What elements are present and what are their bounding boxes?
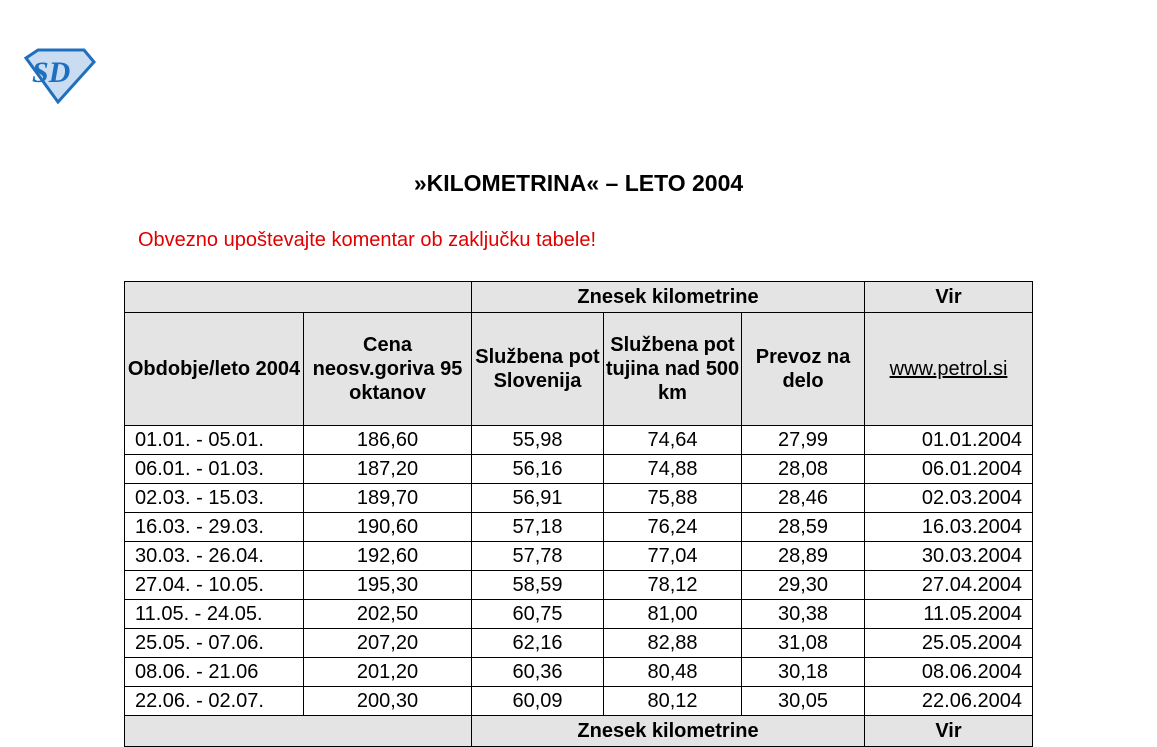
cell-business-abroad: 76,24: [604, 513, 742, 542]
warning-note: Obvezno upoštevajte komentar ob zaključku tabele!: [138, 229, 597, 251]
cell-business-slovenia: 62,16: [472, 629, 604, 658]
cell-source-date: 30.03.2004: [865, 542, 1033, 571]
cell-period: 25.05. - 07.06.: [125, 629, 304, 658]
cell-business-abroad: 77,04: [604, 542, 742, 571]
cell-commute: 29,30: [742, 571, 865, 600]
cell-period: 27.04. - 10.05.: [125, 571, 304, 600]
cell-source-date: 22.06.2004: [865, 687, 1033, 716]
cell-commute: 27,99: [742, 426, 865, 455]
cell-period: 01.01. - 05.01.: [125, 426, 304, 455]
cell-business-abroad: 74,88: [604, 455, 742, 484]
header-price: Cena neosv.goriva 95 oktanov: [304, 313, 472, 426]
cell-price: 187,20: [304, 455, 472, 484]
cell-price: 186,60: [304, 426, 472, 455]
header-period: Obdobje/leto 2004: [125, 313, 304, 426]
header-business-abroad: Službena pot tujina nad 500 km: [604, 313, 742, 426]
table-row: [125, 687, 1033, 716]
cell-source-date: 02.03.2004: [865, 484, 1033, 513]
table-row: [125, 542, 1033, 571]
table-row: [125, 513, 1033, 542]
petrol-link[interactable]: www.petrol.si: [889, 358, 1008, 380]
mileage-table: [124, 281, 1033, 747]
cell-price: 202,50: [304, 600, 472, 629]
cell-source-date: 27.04.2004: [865, 571, 1033, 600]
cell-commute: 30,18: [742, 658, 865, 687]
table-row: [125, 658, 1033, 687]
cell-price: 190,60: [304, 513, 472, 542]
cell-source-date: 16.03.2004: [865, 513, 1033, 542]
cell-business-slovenia: 57,78: [472, 542, 604, 571]
cell-business-slovenia: 57,18: [472, 513, 604, 542]
cell-period: 08.06. - 21.06: [125, 658, 304, 687]
table-row: [125, 455, 1033, 484]
cell-source-date: 08.06.2004: [865, 658, 1033, 687]
cell-commute: 28,89: [742, 542, 865, 571]
cell-source-date: 25.05.2004: [865, 629, 1033, 658]
cell-price: 200,30: [304, 687, 472, 716]
header-amount-group-repeat: Znesek kilometrine: [472, 716, 865, 747]
table-row: [125, 600, 1033, 629]
cell-business-slovenia: 60,36: [472, 658, 604, 687]
header-business-slovenia: Službena pot Slovenija: [472, 313, 604, 426]
cell-period: 11.05. - 24.05.: [125, 600, 304, 629]
header-source-link-cell: [865, 313, 1033, 426]
cell-business-slovenia: 55,98: [472, 426, 604, 455]
cell-business-slovenia: 56,16: [472, 455, 604, 484]
cell-period: 30.03. - 26.04.: [125, 542, 304, 571]
header-commute: Prevoz na delo: [742, 313, 865, 426]
table-row: [125, 426, 1033, 455]
table-row: [125, 629, 1033, 658]
cell-commute: 28,59: [742, 513, 865, 542]
cell-business-slovenia: 56,91: [472, 484, 604, 513]
header-blank: [125, 282, 472, 313]
table-row: [125, 571, 1033, 600]
company-logo: [22, 48, 96, 104]
cell-commute: 31,08: [742, 629, 865, 658]
cell-business-abroad: 74,64: [604, 426, 742, 455]
cell-business-slovenia: 58,59: [472, 571, 604, 600]
cell-business-abroad: 78,12: [604, 571, 742, 600]
cell-commute: 30,05: [742, 687, 865, 716]
cell-period: 02.03. - 15.03.: [125, 484, 304, 513]
cell-business-abroad: 82,88: [604, 629, 742, 658]
cell-source-date: 11.05.2004: [865, 600, 1033, 629]
header-blank-repeat: [125, 716, 472, 747]
table-row: [125, 484, 1033, 513]
cell-business-abroad: 80,12: [604, 687, 742, 716]
cell-business-abroad: 80,48: [604, 658, 742, 687]
cell-source-date: 06.01.2004: [865, 455, 1033, 484]
cell-business-abroad: 81,00: [604, 600, 742, 629]
cell-business-abroad: 75,88: [604, 484, 742, 513]
cell-commute: 28,08: [742, 455, 865, 484]
cell-period: 22.06. - 02.07.: [125, 687, 304, 716]
cell-business-slovenia: 60,75: [472, 600, 604, 629]
cell-price: 189,70: [304, 484, 472, 513]
cell-period: 16.03. - 29.03.: [125, 513, 304, 542]
header-source-repeat: Vir: [865, 716, 1033, 747]
cell-price: 201,20: [304, 658, 472, 687]
header-amount-group: Znesek kilometrine: [472, 282, 865, 313]
page-title: »KILOMETRINA« – LETO 2004: [413, 170, 744, 196]
cell-commute: 30,38: [742, 600, 865, 629]
cell-period: 06.01. - 01.03.: [125, 455, 304, 484]
svg-text:SD: SD: [32, 56, 71, 89]
header-source: Vir: [865, 282, 1033, 313]
cell-price: 207,20: [304, 629, 472, 658]
cell-price: 195,30: [304, 571, 472, 600]
cell-source-date: 01.01.2004: [865, 426, 1033, 455]
cell-business-slovenia: 60,09: [472, 687, 604, 716]
cell-price: 192,60: [304, 542, 472, 571]
cell-commute: 28,46: [742, 484, 865, 513]
